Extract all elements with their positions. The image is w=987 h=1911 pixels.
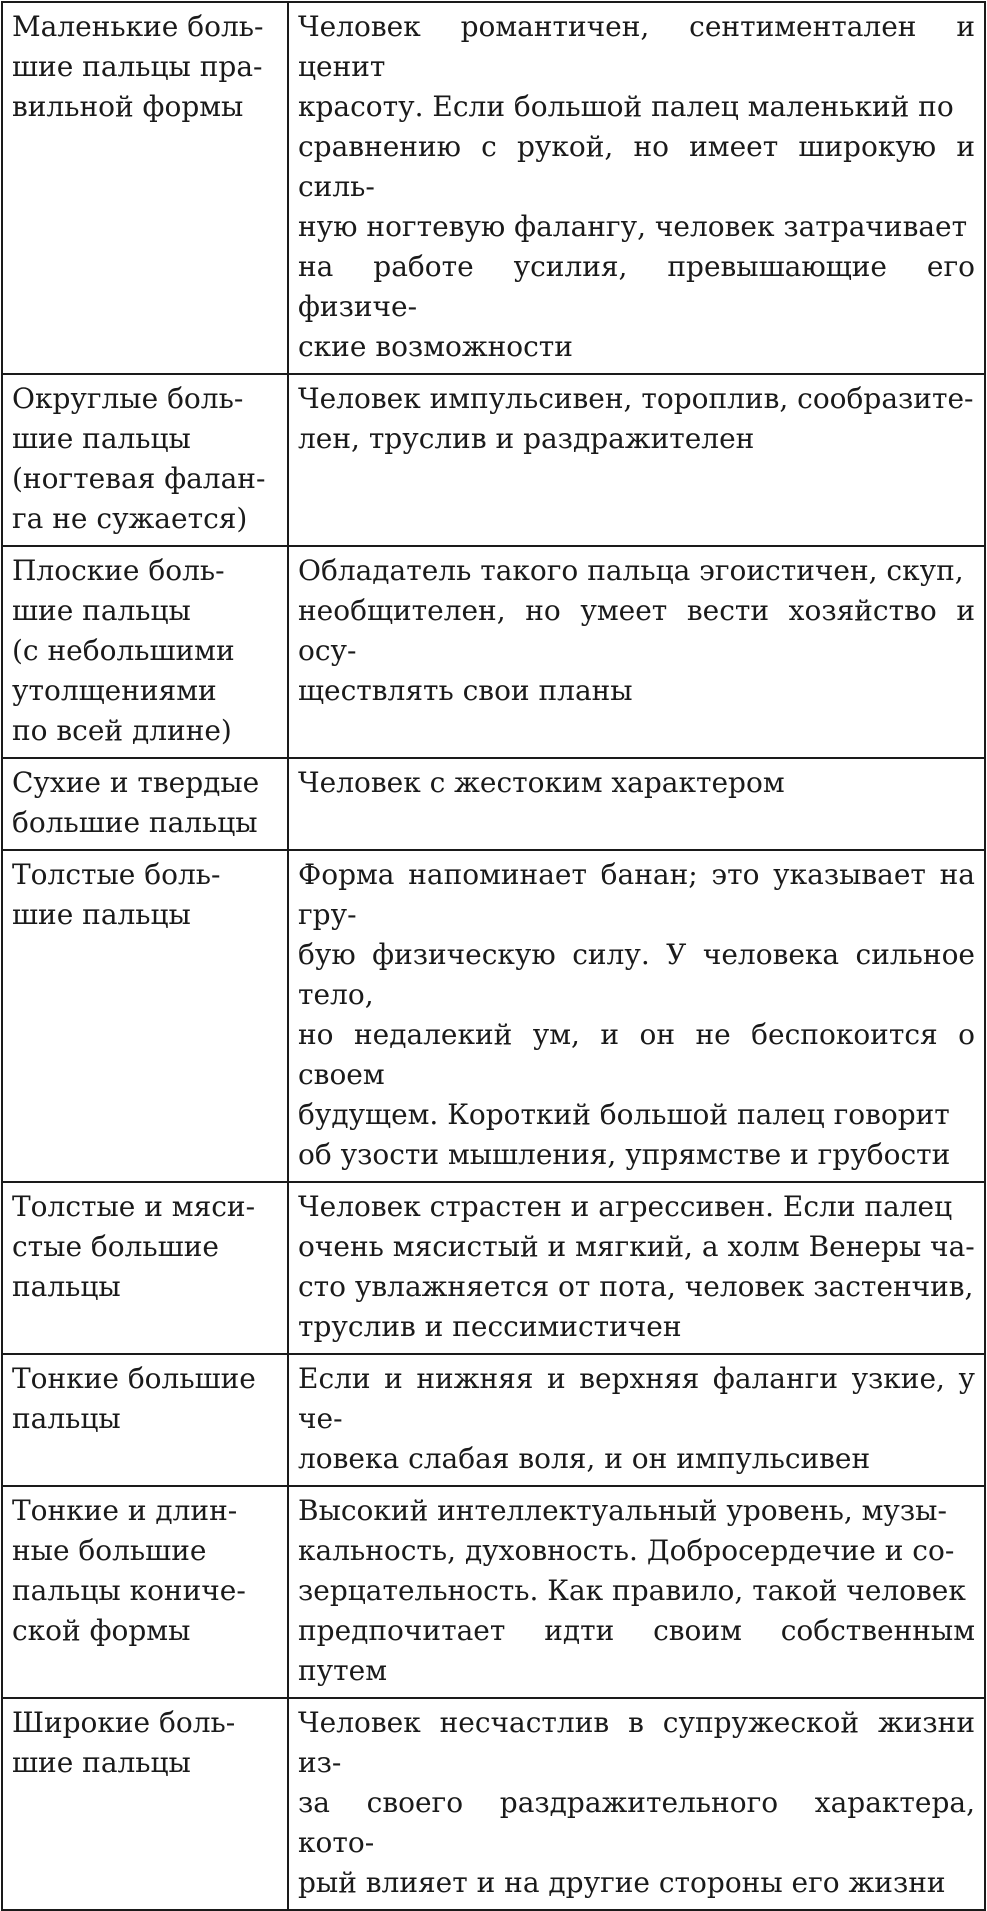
table-row [2, 2, 985, 374]
thumb-description-cell: Обладатель такого пальца эгоистичен, скуп, необщителен, но умеет вести хозяйство и осу- ществлять свои планы [288, 546, 985, 758]
thumb-description-cell: Человек с жестоким характером [288, 758, 985, 850]
thumb-type-cell: Округлые боль- шие пальцы (ногтевая фалан- га не сужается) [2, 374, 288, 546]
table-row [2, 374, 985, 546]
thumb-type-cell: Толстые и мяси- стые большие пальцы [2, 1182, 288, 1354]
thumb-description-cell: Человек страстен и агрессивен. Если палец очень мясистый и мягкий, а холм Венеры ча- сто увлажняется от пота, человек застенчив, труслив и пессимистичен [288, 1182, 985, 1354]
thumb-type-cell: Толстые боль- шие пальцы [2, 850, 288, 1182]
table-row [2, 1486, 985, 1698]
table-row [2, 1354, 985, 1486]
thumb-type-cell: Сухие и твердые большие пальцы [2, 758, 288, 850]
thumb-description-cell: Если и нижняя и верхняя фаланги узкие, у че- ловека слабая воля, и он импульсивен [288, 1354, 985, 1486]
table-row [2, 1698, 985, 1910]
table-row [2, 758, 985, 850]
table-row [2, 546, 985, 758]
thumb-type-cell: Маленькие боль- шие пальцы пра- вильной формы [2, 2, 288, 374]
thumb-type-cell: Плоские боль- шие пальцы (с небольшими утолщениями по всей длине) [2, 546, 288, 758]
thumb-description-cell: Форма напоминает банан; это указывает на гру- бую физическую силу. У человека сильное тело, но недалекий ум, и он не беспокоится о своем будущем. Короткий большой палец говорит об узости мышления, упрямстве и грубости [288, 850, 985, 1182]
thumb-type-cell: Тонкие большие пальцы [2, 1354, 288, 1486]
thumb-description-cell: Человек романтичен, сентиментален и ценит красоту. Если большой палец маленький по сравнению с рукой, но имеет широкую и силь- ную ногтевую фалангу, человек затрачивает на работе усилия, превышающие его физиче- ские возможности [288, 2, 985, 374]
table-row [2, 1182, 985, 1354]
thumb-description-cell: Человек несчастлив в супружеской жизни из- за своего раздражительного характера, кото- рый влияет и на другие стороны его жизни [288, 1698, 985, 1910]
thumb-type-cell: Тонкие и длин- ные большие пальцы кониче- ской формы [2, 1486, 288, 1698]
table-row [2, 850, 985, 1182]
thumb-type-cell: Широкие боль- шие пальцы [2, 1698, 288, 1910]
thumb-description-cell: Человек импульсивен, тороплив, сообразите- лен, труслив и раздражителен [288, 374, 985, 546]
thumb-description-cell: Высокий интеллектуальный уровень, музы- кальность, духовность. Добросердечие и со- зерцательность. Как правило, такой человек предпочитает идти своим собственным путем [288, 1486, 985, 1698]
thumb-types-table [1, 1, 986, 1911]
